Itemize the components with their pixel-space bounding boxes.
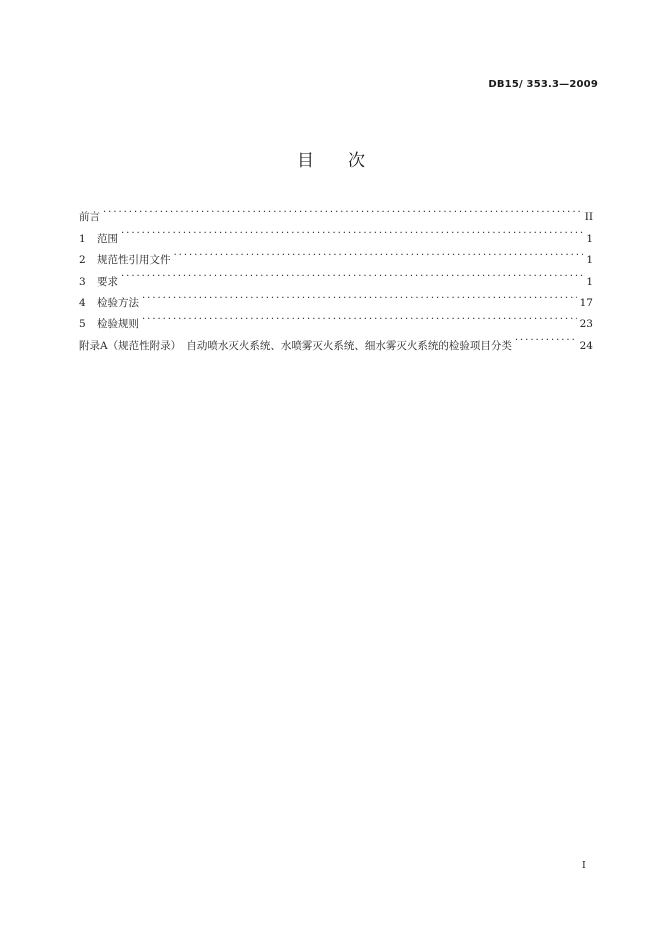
toc-entry-page: 23 [579,318,593,331]
toc-entry-page: 17 [579,296,593,309]
toc-entry-label: 检验规则 [97,318,139,331]
toc-entry-page: II [584,211,593,224]
toc-dot-leader [142,285,577,306]
toc-entry-page: 1 [586,254,593,267]
toc-entry-label: 前言 [79,211,100,224]
page-number: I [582,860,586,871]
toc-entry-label: 规范性引用文件 [97,254,171,267]
toc-entry-label: 附录A（规范性附录） 自动喷水灭火系统、水喷雾灭火系统、细水雾灭火系统的检验项目分类 [79,339,512,352]
toc-dot-leader [515,327,577,348]
toc-entry-page: 24 [579,339,593,352]
toc-entry-label: 范围 [97,232,118,245]
toc-entry-requirements[interactable] [79,263,593,288]
toc-entry-annex-a[interactable] [79,327,593,352]
toc-entry-number: 5 [79,318,86,331]
toc-entry-foreword[interactable] [79,199,593,224]
toc-title: 目次 [297,151,399,171]
toc-entry-label: 检验方法 [97,296,139,309]
toc-entry-page: 1 [586,232,593,245]
toc-entry-page: 1 [586,275,593,288]
toc-dot-leader [174,242,584,263]
toc-entry-inspection-rules[interactable] [79,306,593,331]
toc-dot-leader [121,220,583,241]
toc-dot-leader [142,306,577,327]
toc-entry-number: 1 [79,232,86,245]
toc-entry-normative-references[interactable] [79,242,593,267]
toc-entry-scope[interactable] [79,220,593,245]
toc-entry-number: 4 [79,296,86,309]
toc-list [79,199,593,352]
toc-entry-label: 要求 [97,275,118,288]
toc-dot-leader [103,199,582,220]
toc-dot-leader [121,263,583,284]
toc-entry-test-methods[interactable] [79,285,593,309]
toc-entry-number: 2 [79,254,86,267]
document-code: DB15/ 353.3—2009 [488,79,598,90]
toc-entry-number: 3 [79,275,86,288]
